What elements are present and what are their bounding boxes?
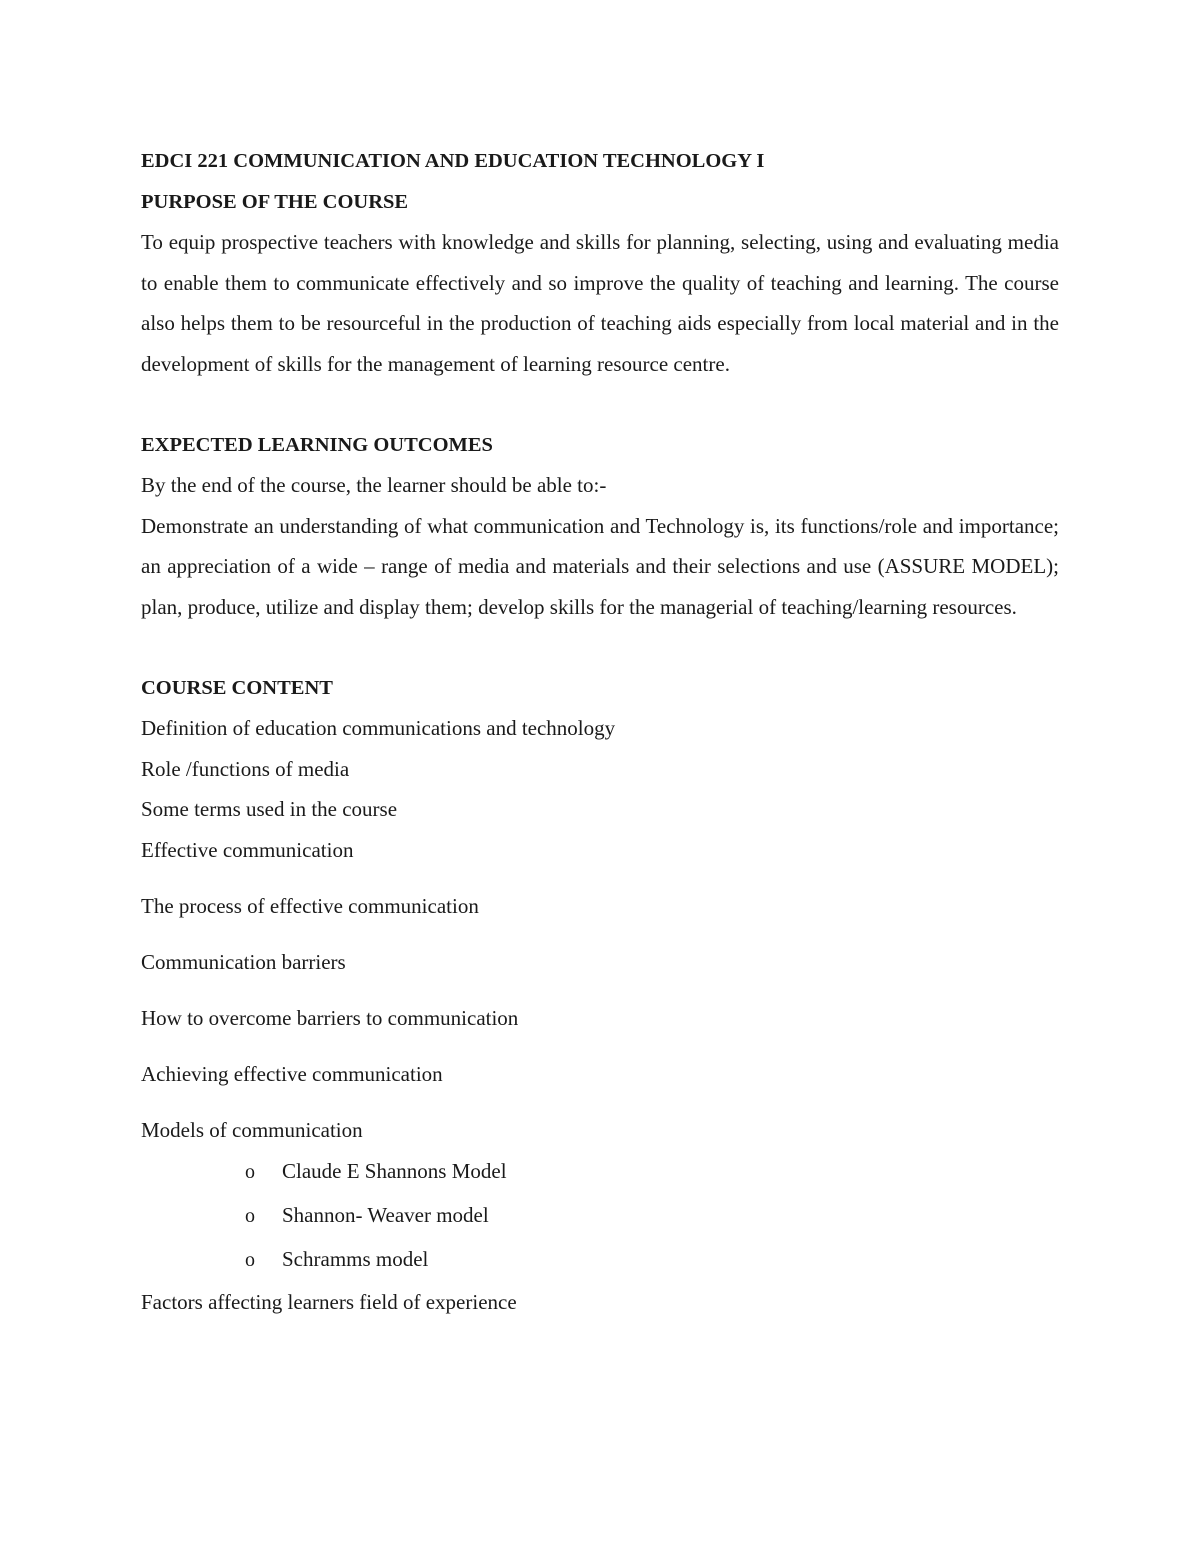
models-list	[141, 1150, 1059, 1282]
content-item: How to overcome barriers to communication	[141, 1005, 519, 1030]
content-item: Some terms used in the course	[141, 797, 398, 821]
model-name: Shannon- Weaver model	[282, 1203, 489, 1227]
list-item	[141, 1194, 1059, 1238]
content-item: Definition of education communications and technology	[141, 716, 616, 740]
content-heading: COURSE CONTENT	[141, 676, 333, 699]
spacer	[141, 627, 1059, 668]
list-item	[141, 1150, 1059, 1194]
model-name: Claude E Shannons Model	[282, 1159, 507, 1183]
bullet-icon: o	[245, 1205, 255, 1227]
model-name: Schramms model	[282, 1247, 429, 1271]
content-item: Factors affecting learners field of experience	[141, 1290, 517, 1314]
document-page	[141, 141, 1059, 1323]
list-item	[141, 1238, 1059, 1282]
outcomes-intro: By the end of the course, the learner should be able to:-	[141, 473, 607, 497]
course-title: EDCI 221 COMMUNICATION AND EDUCATION TECHNOLOGY I	[141, 150, 765, 172]
outcomes-paragraph: Demonstrate an understanding of what communication and Technology is, its functions/role and importance; an appreciation of a wide – range of media and materials and their selections and use (ASSURE MODEL); plan, produce, utilize and display them; develop skills for the managerial of teaching/learning resources.	[141, 513, 1059, 619]
content-item: Role /functions of media	[141, 756, 350, 781]
content-item: Achieving effective communication	[141, 1061, 443, 1086]
bullet-icon: o	[245, 1249, 255, 1271]
content-item: Communication barriers	[141, 949, 346, 974]
purpose-paragraph: To equip prospective teachers with knowledge and skills for planning, selecting, using and evaluating media to enable them to communicate effectively and so improve the quality of teaching and learning. The course also helps them to be resourceful in the production of teaching aids especially from local material and in the development of skills for the management of learning resource centre.	[141, 230, 1059, 376]
outcomes-heading: EXPECTED LEARNING OUTCOMES	[141, 433, 493, 456]
content-item: Effective communication	[141, 837, 354, 862]
content-item: The process of effective communication	[141, 893, 479, 918]
bullet-icon: o	[245, 1161, 255, 1183]
content-item: Models of communication	[141, 1117, 363, 1142]
spacer	[141, 384, 1059, 425]
purpose-heading: PURPOSE OF THE COURSE	[141, 190, 409, 213]
